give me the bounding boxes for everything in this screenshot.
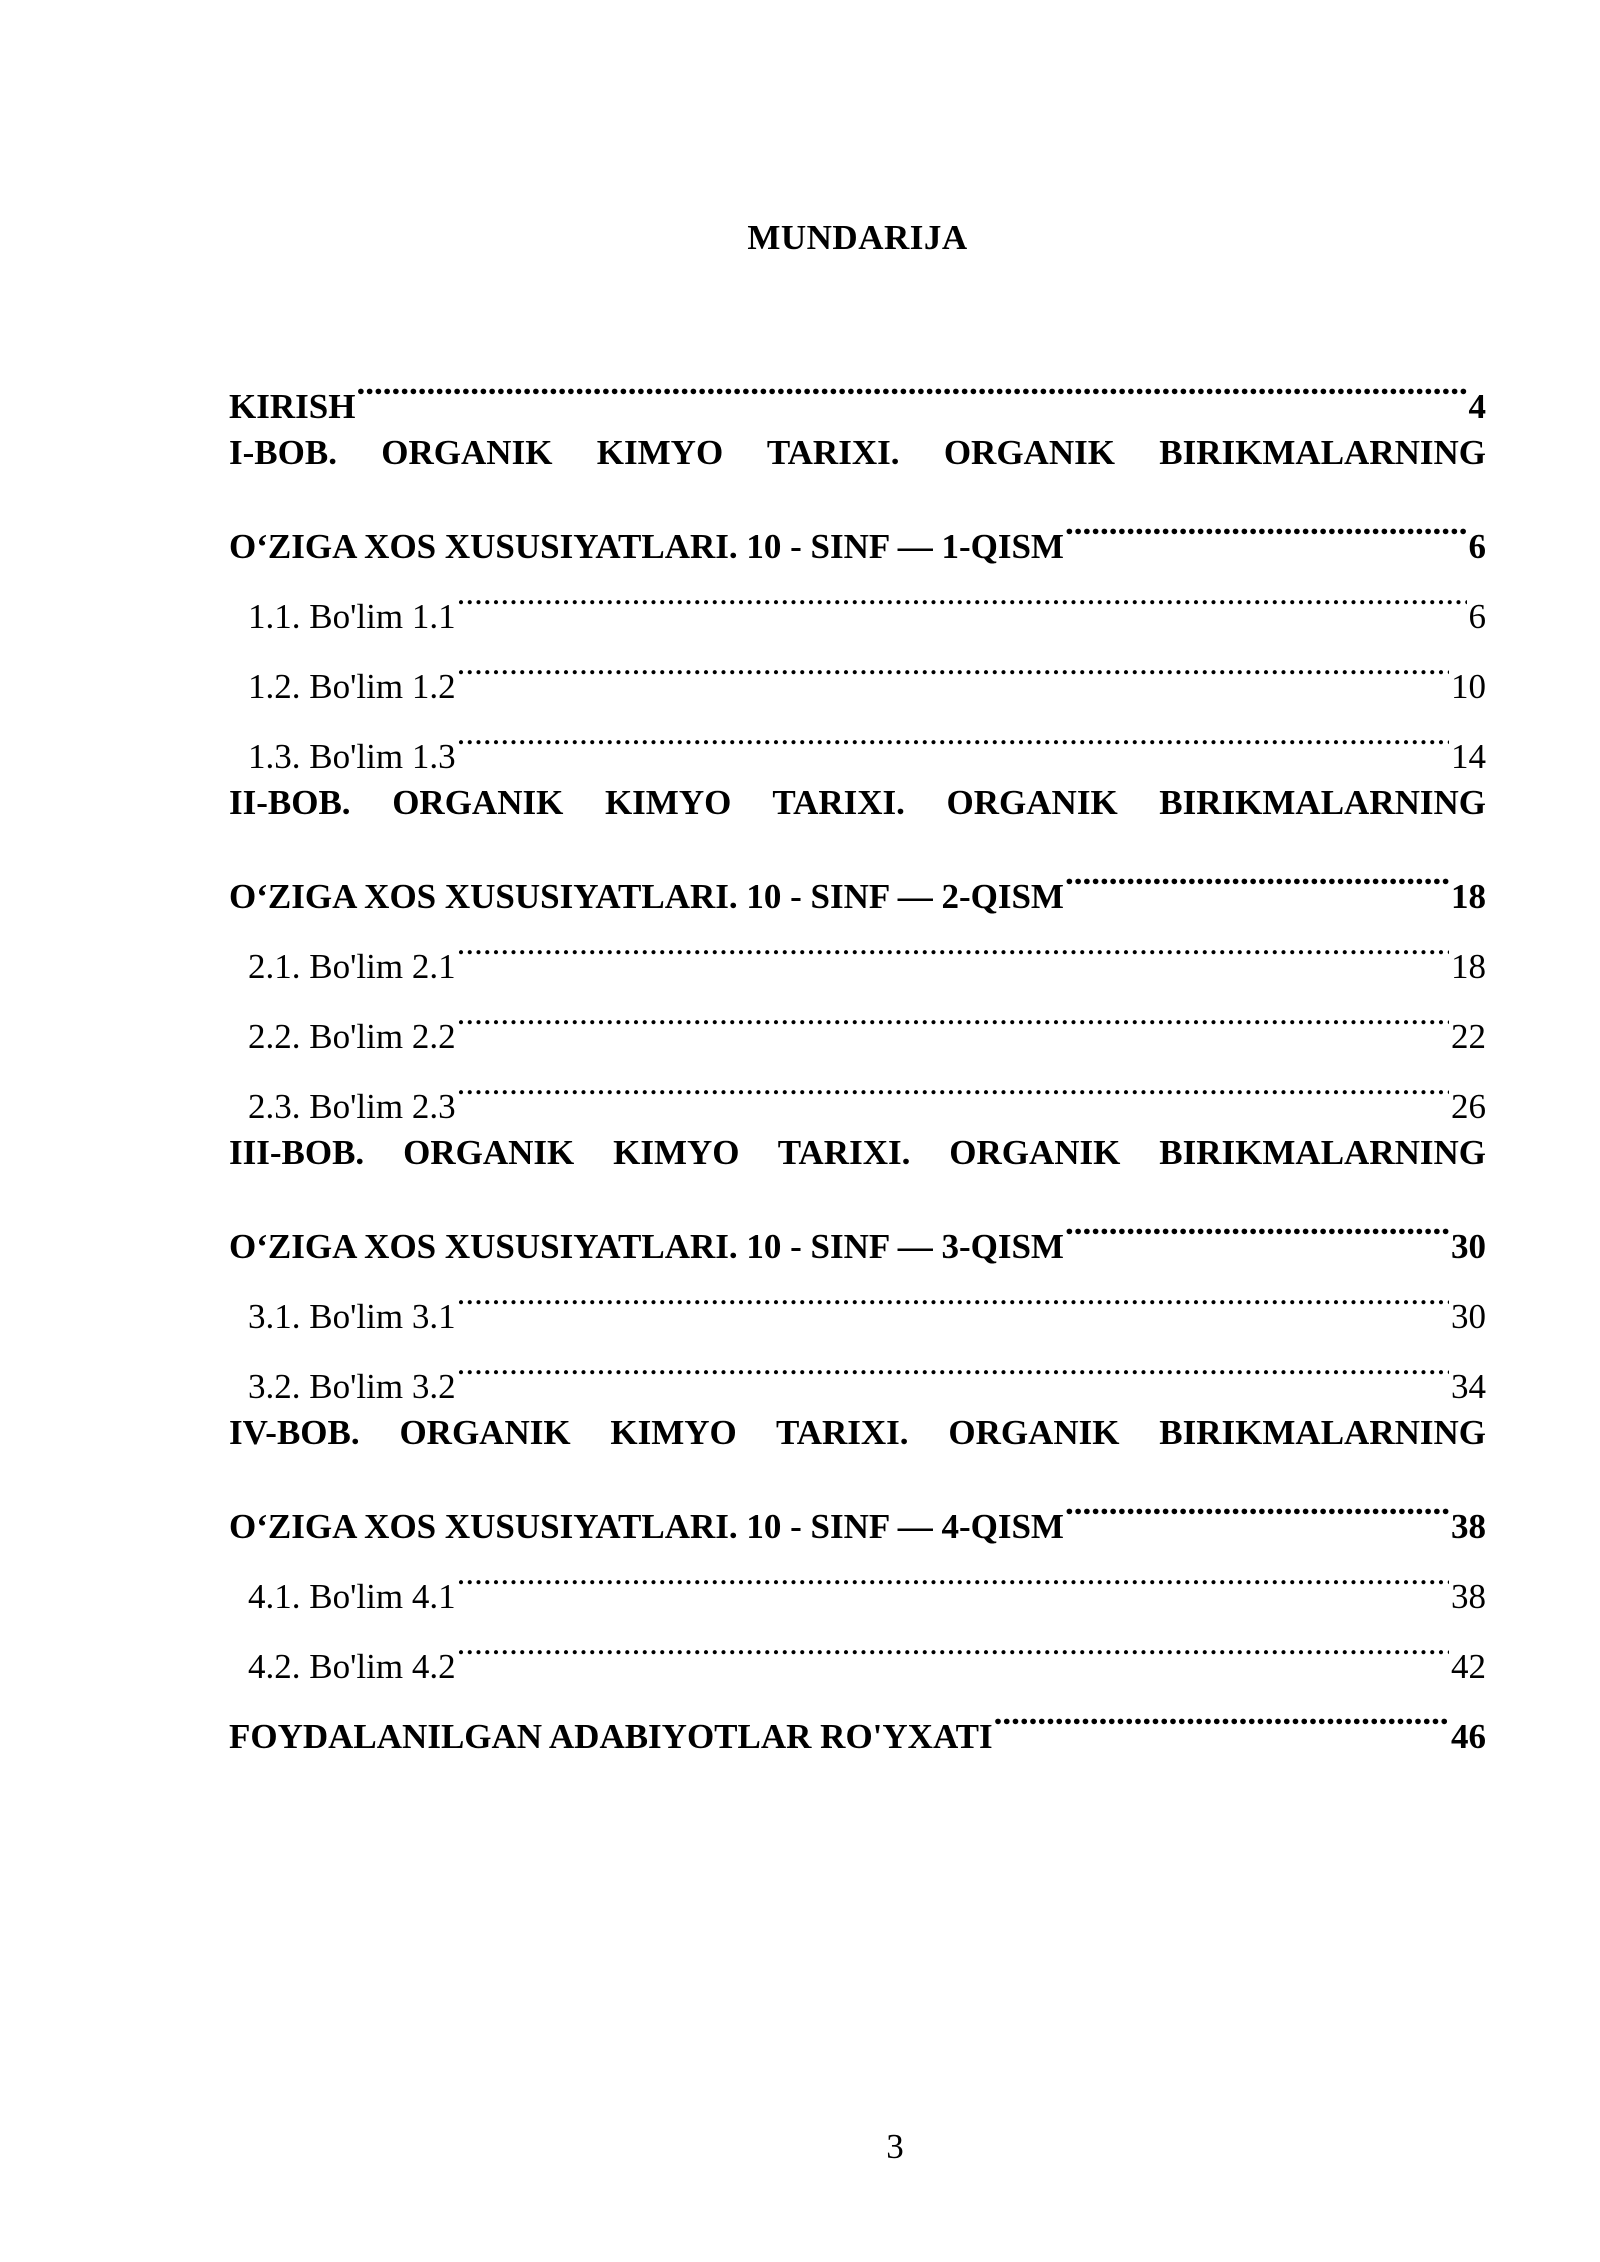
dot-leader (456, 1258, 1449, 1328)
toc-entry-page: 42 (1451, 1647, 1486, 1686)
toc-entry-label: 4.1. Bo'lim 4.1 (248, 1577, 456, 1616)
toc-entry-label: 2.1. Bo'lim 2.1 (248, 947, 456, 986)
page-number: 3 (886, 2127, 904, 2166)
toc-entry-label: FOYDALANILGAN ADABIYOTLAR RO'YXATI (229, 1717, 993, 1756)
toc-entry-page: 6 (1468, 527, 1486, 566)
toc-chapter-2-title[interactable]: II-BOB. ORGANIK KIMYO TARIXI. ORGANIK BIRIKMALARNING (229, 783, 1486, 822)
toc-entry-page: 38 (1451, 1507, 1486, 1546)
toc-entry-page: 18 (1451, 947, 1486, 986)
toc-chapter-3-title[interactable]: III-BOB. ORGANIK KIMYO TARIXI. ORGANIK BIRIKMALARNING (229, 1133, 1486, 1172)
dot-leader (456, 698, 1449, 768)
dot-leader (1064, 1468, 1449, 1538)
toc-entry-page: 22 (1451, 1017, 1486, 1056)
dot-leader (1064, 488, 1467, 558)
toc-entry-label: 1.1. Bo'lim 1.1 (248, 597, 456, 636)
dot-leader (993, 1678, 1449, 1748)
toc-entry-page: 4 (1468, 387, 1486, 426)
toc-entry-page: 14 (1451, 737, 1486, 776)
dot-leader (1064, 838, 1449, 908)
table-of-contents (229, 348, 1486, 1756)
toc-entry-label: 3.2. Bo'lim 3.2 (248, 1367, 456, 1406)
toc-entry-page: 38 (1451, 1577, 1486, 1616)
toc-entry-page: 30 (1451, 1227, 1486, 1266)
dot-leader (456, 1608, 1449, 1678)
dot-leader (355, 348, 1466, 418)
toc-entry-label: 3.1. Bo'lim 3.1 (248, 1297, 456, 1336)
toc-entry-label: O‘ZIGA XOS XUSUSIYATLARI. 10 - SINF — 1-QISM (229, 527, 1064, 566)
dot-leader (1064, 1188, 1449, 1258)
dot-leader (456, 628, 1449, 698)
toc-entry-label: O‘ZIGA XOS XUSUSIYATLARI. 10 - SINF — 3-QISM (229, 1227, 1064, 1266)
toc-entry-page: 46 (1451, 1717, 1486, 1756)
toc-entry-page: 18 (1451, 877, 1486, 916)
toc-chapter-1[interactable] (229, 488, 1486, 566)
toc-chapter-2[interactable] (229, 838, 1486, 916)
toc-entry-label: 2.2. Bo'lim 2.2 (248, 1017, 456, 1056)
toc-entry-page: 6 (1468, 597, 1486, 636)
toc-entry-introduction[interactable] (229, 348, 1486, 426)
toc-chapter-4[interactable] (229, 1468, 1486, 1546)
dot-leader (456, 1538, 1449, 1608)
dot-leader (456, 978, 1449, 1048)
toc-entry-label: O‘ZIGA XOS XUSUSIYATLARI. 10 - SINF — 4-QISM (229, 1507, 1064, 1546)
toc-heading: MUNDARIJA (747, 218, 968, 257)
toc-entry-label: 1.3. Bo'lim 1.3 (248, 737, 456, 776)
toc-entry-page: 26 (1451, 1087, 1486, 1126)
toc-entry-label: 4.2. Bo'lim 4.2 (248, 1647, 456, 1686)
dot-leader (456, 1328, 1449, 1398)
toc-entry-page: 34 (1451, 1367, 1486, 1406)
dot-leader (456, 558, 1467, 628)
toc-entry-page: 30 (1451, 1297, 1486, 1336)
toc-chapter-4-title[interactable]: IV-BOB. ORGANIK KIMYO TARIXI. ORGANIK BIRIKMALARNING (229, 1413, 1486, 1452)
toc-entry-label: 1.2. Bo'lim 1.2 (248, 667, 456, 706)
dot-leader (456, 1048, 1449, 1118)
toc-entry-page: 10 (1451, 667, 1486, 706)
toc-entry-label: O‘ZIGA XOS XUSUSIYATLARI. 10 - SINF — 2-QISM (229, 877, 1064, 916)
dot-leader (456, 908, 1449, 978)
toc-chapter-1-title[interactable]: I-BOB. ORGANIK KIMYO TARIXI. ORGANIK BIRIKMALARNING (229, 433, 1486, 472)
toc-entry-label: KIRISH (229, 387, 356, 426)
toc-chapter-3[interactable] (229, 1188, 1486, 1266)
toc-entry-label: 2.3. Bo'lim 2.3 (248, 1087, 456, 1126)
